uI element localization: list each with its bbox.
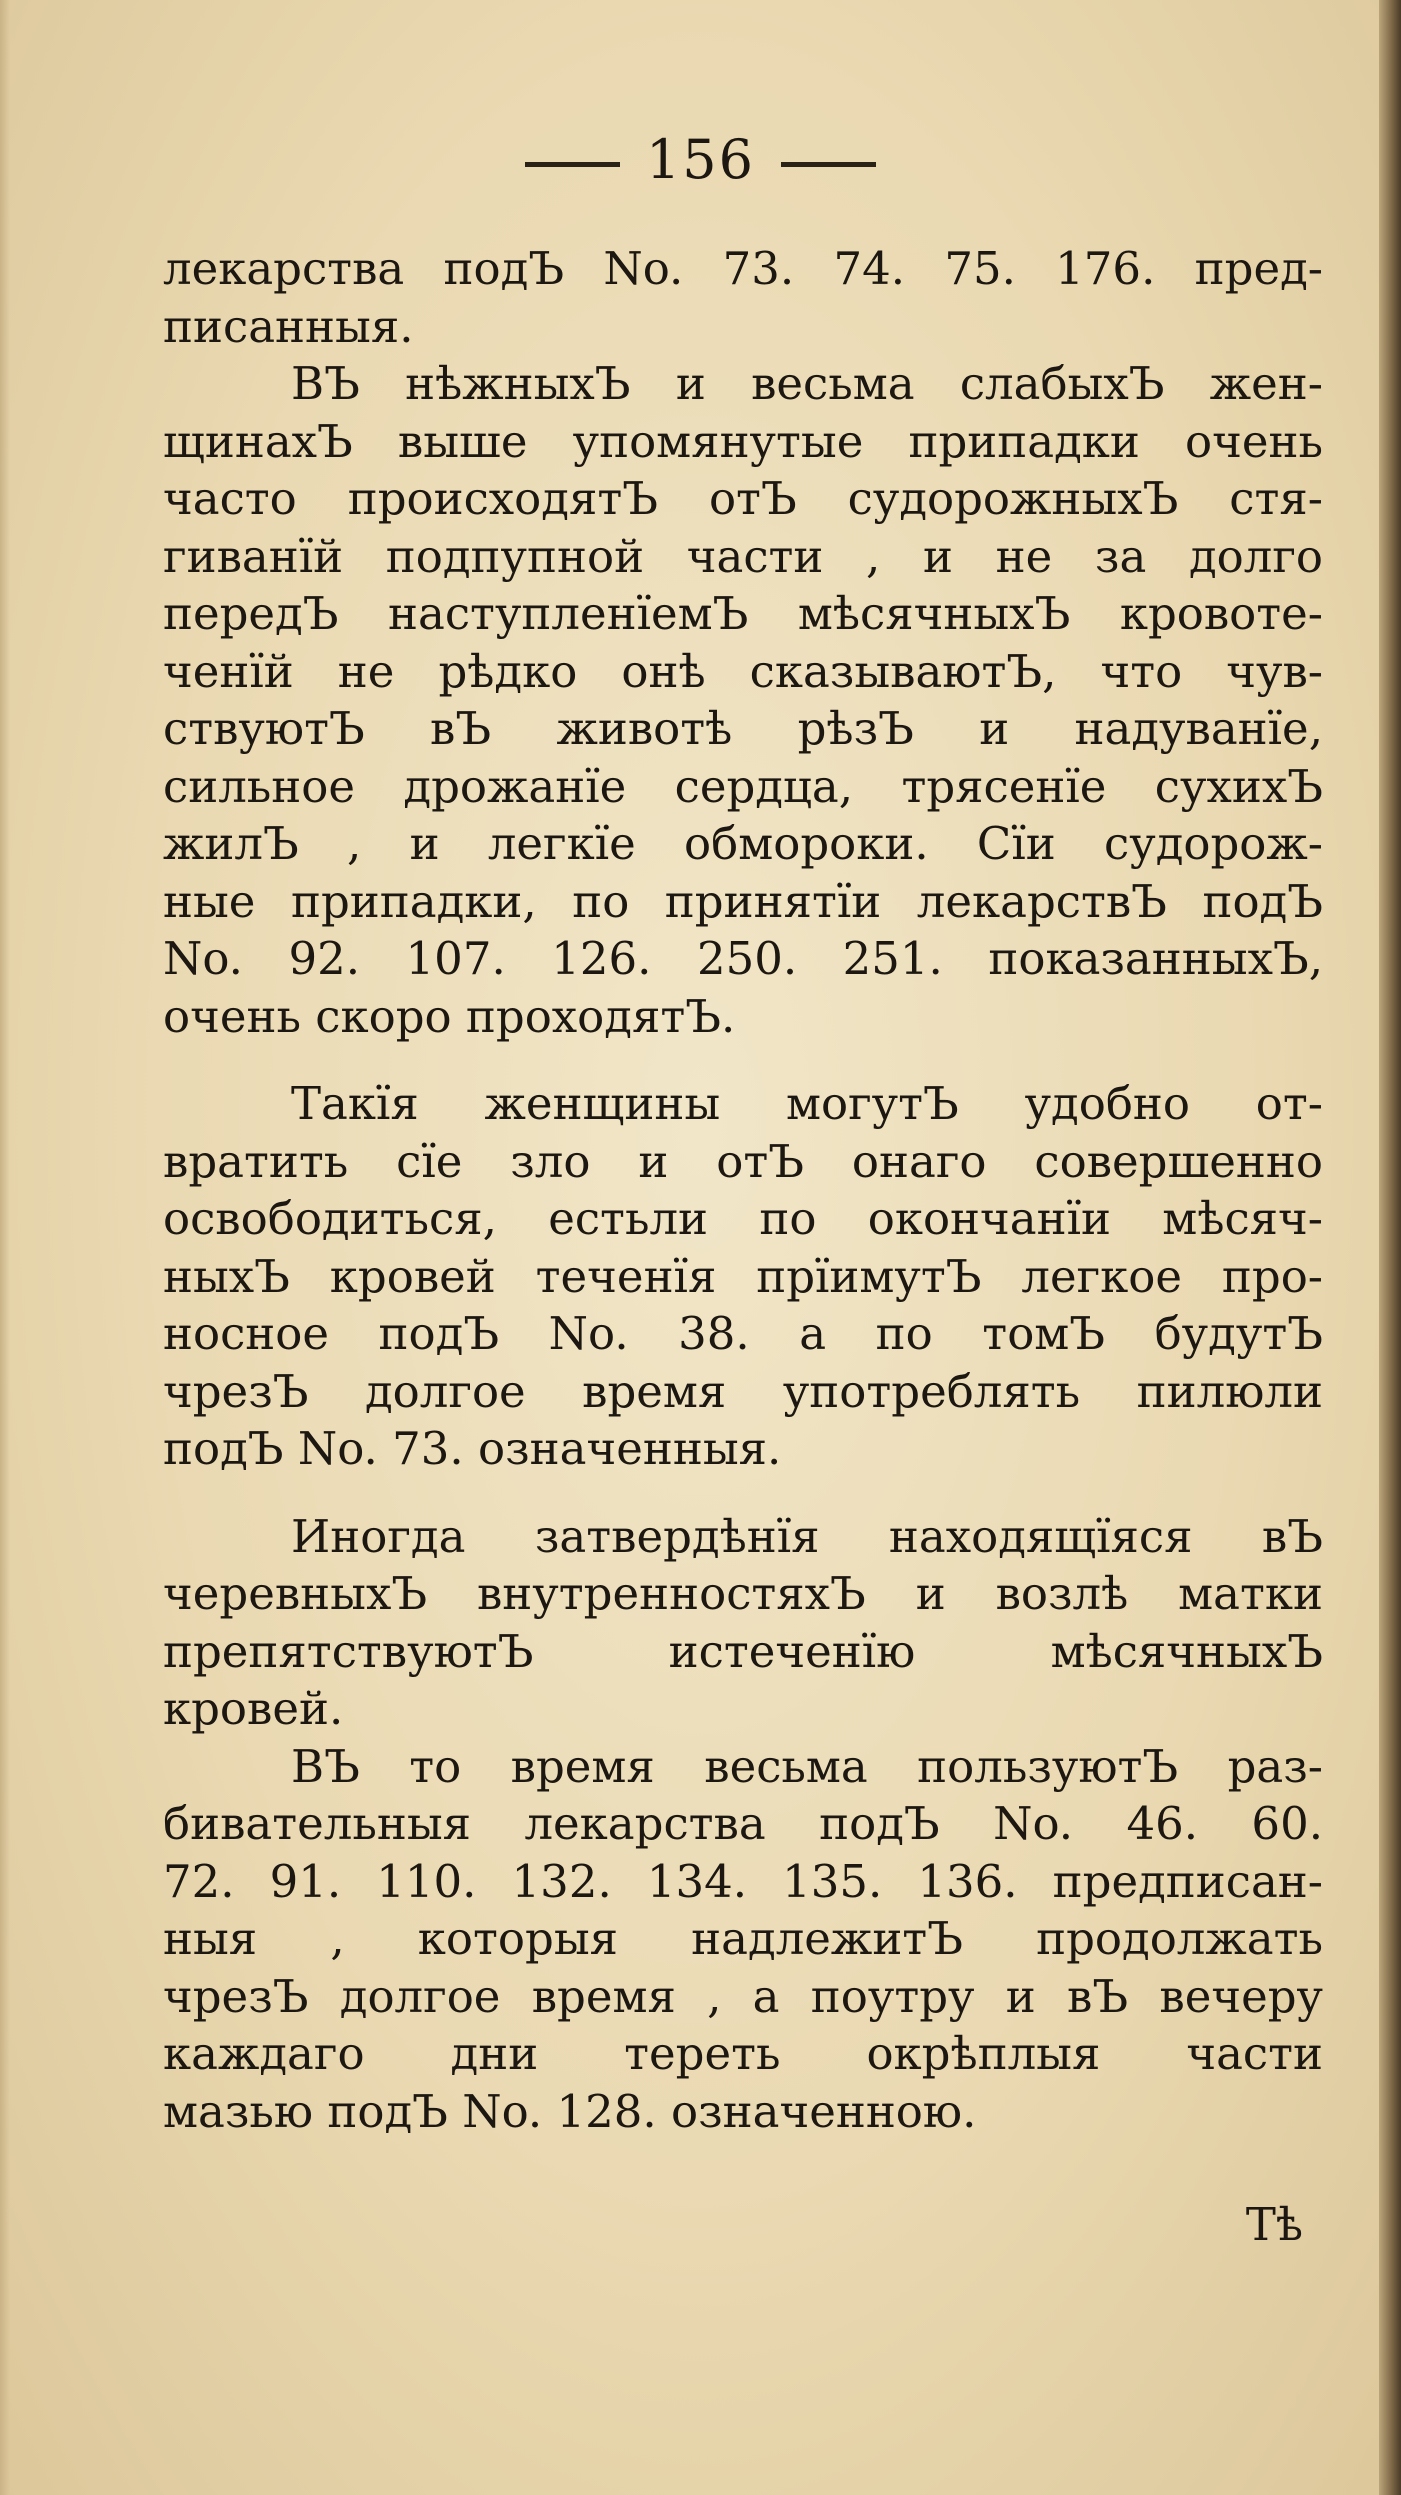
- text-line: чрезЪ долгое время употреблять пилюли: [163, 1364, 1323, 1418]
- text-line: ствуютЪ вЪ животѣ рѣзЪ и надуванїе,: [163, 702, 1323, 755]
- text-line: щинахЪ выше упомянутые припадки очень: [163, 414, 1323, 468]
- text-line: Такїя женщины могутЪ удобно от-: [291, 1077, 1323, 1130]
- text-line: No. 92. 107. 126. 250. 251. показанныхЪ,: [163, 932, 1323, 985]
- text-line: бивательныя лекарства подЪ No. 46. 60.: [163, 1797, 1323, 1850]
- text-line: очень скоро проходятЪ.: [163, 989, 736, 1043]
- text-line: передЪ наступленїемЪ мѣсячныхЪ кровоте-: [163, 587, 1323, 640]
- text-line: подЪ No. 73. означенныя.: [163, 1422, 782, 1475]
- text-line: каждаго дни тереть окрѣплыя части: [163, 2027, 1323, 2080]
- text-line: лекарства подЪ No. 73. 74. 75. 176. пред-: [163, 242, 1323, 295]
- page-binding-edge: [1379, 0, 1401, 2495]
- text-line: жилЪ , и легкїе обмороки. Сїи судорож-: [163, 817, 1323, 870]
- text-line: носное подЪ No. 38. а по томЪ будутЪ: [163, 1307, 1323, 1360]
- text-line: черевныхЪ внутренностяхЪ и возлѣ матки: [163, 1567, 1323, 1620]
- text-line: гиванїй подпупной части , и не за долго: [163, 529, 1323, 583]
- text-line: писанныя.: [163, 299, 414, 353]
- text-line: чрезЪ долгое время , а поутру и вЪ вечеру: [163, 1969, 1323, 2023]
- text-line: ныхЪ кровей теченїя прїимутЪ легкое про-: [163, 1249, 1323, 1303]
- text-line: сильное дрожанїе сердца, трясенїе сухихЪ: [163, 759, 1323, 813]
- page-left-edge: [0, 0, 10, 2495]
- page-header: [0, 130, 1401, 190]
- text-line: препятствуютЪ истеченїю мѣсячныхЪ: [163, 1624, 1323, 1678]
- catchword: Тѣ: [1245, 2198, 1303, 2251]
- text-line: вратить сїе зло и отЪ онаго совершенно: [163, 1134, 1323, 1188]
- header-dash-left: [525, 162, 620, 167]
- text-line: ные припадки, по принятїи лекарствЪ подЪ: [163, 874, 1323, 928]
- text-line: кровей.: [163, 1682, 344, 1735]
- text-line: ВЪ нѣжныхЪ и весьма слабыхЪ жен-: [291, 357, 1323, 410]
- body-text: [163, 240, 1323, 2140]
- header-dash-right: [781, 162, 876, 167]
- text-line: ныя , которыя надлежитЪ продолжать: [163, 1912, 1323, 1965]
- text-line: освободиться, естьли по окончанїи мѣсяч-: [163, 1192, 1323, 1245]
- page-number: 156: [645, 128, 756, 191]
- text-line: ВЪ то время весьма пользуютЪ раз-: [291, 1739, 1323, 1793]
- text-line: часто происходятЪ отЪ судорожныхЪ стя-: [163, 472, 1323, 525]
- text-line: ченїй не рѣдко онѣ сказываютЪ, что чув-: [163, 644, 1323, 698]
- text-line: 72. 91. 110. 132. 134. 135. 136. предписан-: [163, 1854, 1323, 1908]
- text-line: мазью подЪ No. 128. означенною.: [163, 2084, 977, 2138]
- text-line: Иногда затвердѣнїя находящїяся вЪ: [291, 1509, 1323, 1563]
